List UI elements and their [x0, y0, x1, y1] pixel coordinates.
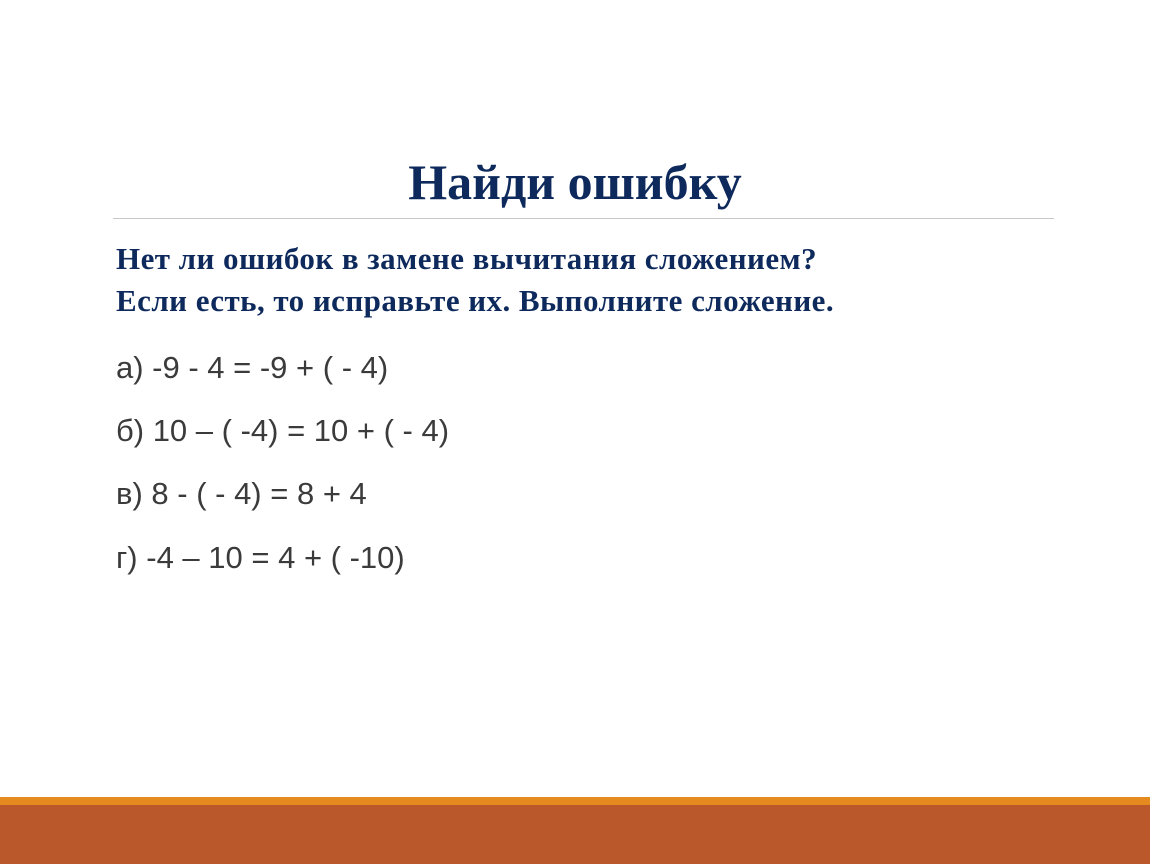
footer-accent-stripe — [0, 797, 1150, 805]
question-line-1: Нет ли ошибок в замене вычитания сложением? — [116, 241, 818, 276]
title-divider — [113, 218, 1054, 219]
expression-a: а) -9 - 4 = -9 + ( - 4) — [116, 350, 389, 385]
expression-v: в) 8 - ( - 4) = 8 + 4 — [116, 476, 367, 511]
expression-g: г) -4 – 10 = 4 + ( -10) — [116, 540, 405, 575]
expression-b: б) 10 – ( -4) = 10 + ( - 4) — [116, 413, 450, 448]
slide-title: Найди ошибку — [408, 154, 742, 210]
footer-bar — [0, 805, 1150, 864]
question-line-2: Если есть, то исправьте их. Выполните сложение. — [116, 283, 835, 318]
